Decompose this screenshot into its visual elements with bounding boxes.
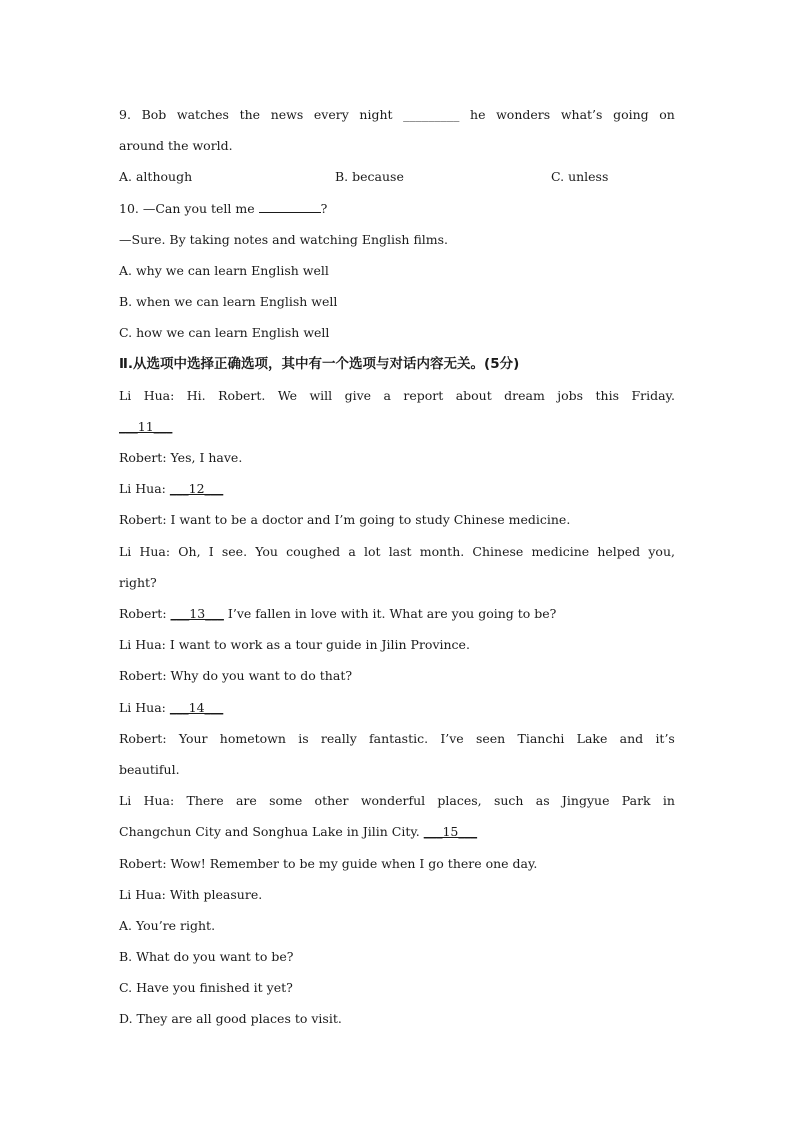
dialogue-line-7: right? [119, 574, 157, 590]
choice-a[interactable]: A. You’re right. [119, 917, 216, 933]
word: it’s [655, 730, 675, 746]
word: and [619, 730, 644, 746]
word: will [309, 387, 333, 403]
word: Tianchi [517, 730, 565, 746]
dialogue-line-6 [119, 536, 675, 567]
word: Oh, [178, 543, 201, 559]
q10-answer: —Sure. By taking notes and watching English films. [119, 231, 449, 247]
word: watches [176, 107, 229, 122]
word: helped [597, 543, 641, 559]
dialogue-line-17: Li Hua: With pleasure. [119, 886, 263, 902]
word: I’ve [440, 730, 464, 746]
dialogue-line-4 [119, 473, 675, 504]
q9-options [119, 161, 675, 192]
word: give [344, 387, 372, 403]
q10-option-b[interactable]: B. when we can learn English well [119, 294, 338, 310]
word: dream [504, 387, 545, 403]
word: 9. [119, 107, 131, 122]
word: coughed [286, 543, 341, 559]
word: Robert: [119, 730, 167, 746]
dialogue-line-11 [119, 692, 675, 723]
word: Hua: [143, 793, 175, 809]
word: every [313, 107, 349, 122]
word: other [314, 793, 349, 809]
word: Hua: [143, 387, 175, 403]
word: last [388, 543, 412, 559]
word: is [298, 730, 309, 746]
word: fantastic. [369, 730, 429, 746]
q9-option-b[interactable]: B. because [335, 169, 404, 185]
q10-option-a[interactable]: A. why we can learn English well [119, 262, 329, 278]
word: There [186, 793, 224, 809]
word: this [595, 387, 620, 403]
choice-c[interactable]: C. Have you finished it yet? [119, 980, 293, 996]
word: in [662, 793, 675, 809]
word: are [235, 793, 257, 809]
dialogue-line-13: beautiful. [119, 761, 180, 777]
word: places, [437, 793, 482, 809]
dialogue-line-14 [119, 785, 675, 816]
word: a [383, 387, 391, 403]
word: as [535, 793, 550, 809]
word: medicine [531, 543, 590, 559]
blank-13[interactable]: ___13___ [170, 606, 224, 621]
blank-12[interactable]: ___12___ [169, 481, 224, 497]
speaker-label: Robert: [119, 606, 171, 621]
word: month. [419, 543, 465, 559]
speaker-label: Li Hua: [119, 699, 170, 715]
word: such [493, 793, 524, 809]
word: Park [621, 793, 651, 809]
word: the [239, 107, 261, 122]
dialogue-line-16: Robert: Wow! Remember to be my guide when I go there one day. [119, 855, 538, 871]
q10-option-c[interactable]: C. how we can learn English well [119, 325, 330, 341]
word: We [277, 387, 298, 403]
word: Chinese [472, 543, 524, 559]
word: about [455, 387, 492, 403]
word: hometown [219, 730, 286, 746]
dialogue-line-15 [119, 816, 675, 847]
q10-answer-blank[interactable] [259, 196, 321, 213]
blank-15[interactable]: ___15___ [423, 824, 478, 840]
dialogue-line-3: Robert: Yes, I have. [119, 450, 243, 466]
word: really [320, 730, 357, 746]
dialogue-line-10: Robert: Why do you want to do that? [119, 668, 353, 684]
section-2-title: Ⅱ.从选项中选择正确选项，其中有一个选项与对话内容无关。(5分) [119, 355, 520, 372]
word: seen [475, 730, 506, 746]
q9-option-c[interactable]: C. unless [551, 169, 609, 185]
choice-b[interactable]: B. What do you want to be? [119, 949, 294, 965]
dialogue-text: Changchun City and Songhua Lake in Jilin City. [119, 824, 424, 840]
word: you, [648, 543, 675, 559]
word: what’s [560, 107, 603, 122]
dialogue-line-1 [119, 380, 675, 411]
word: Jingyue [561, 793, 610, 809]
q9-line2: around the world. [119, 138, 233, 154]
blank-11[interactable]: ___11___ [119, 418, 173, 434]
word: I [208, 543, 214, 559]
word: night [359, 107, 393, 122]
word: Bob [141, 107, 167, 122]
q10-prompt-prefix: 10. —Can you tell me [119, 200, 259, 216]
word: Li [119, 387, 132, 403]
dialogue-line-12 [119, 723, 675, 754]
word: on [659, 107, 675, 122]
word: jobs [557, 387, 584, 403]
word: Friday. [631, 387, 675, 403]
word: news [270, 107, 304, 122]
q10-prompt [119, 193, 675, 224]
word: Hua: [139, 543, 171, 559]
word: some [269, 793, 303, 809]
worksheet-page [119, 99, 675, 1035]
word: Lake [576, 730, 608, 746]
word: Li [119, 543, 132, 559]
dialogue-line-8 [119, 598, 675, 629]
word: Robert. [218, 387, 266, 403]
dialogue-line-9: Li Hua: I want to work as a tour guide in Jilin Province. [119, 637, 470, 653]
blank-14[interactable]: ___14___ [169, 699, 224, 715]
speaker-label: Li Hua: [119, 481, 170, 497]
word: Hi. [186, 387, 206, 403]
dialogue-line-5: Robert: I want to be a doctor and I’m going to study Chinese medicine. [119, 512, 571, 528]
word: see. [221, 543, 248, 559]
word: going [613, 107, 649, 122]
word: wonderful [360, 793, 426, 809]
dialogue-text: I’ve fallen in love with it. What are you going to be? [223, 606, 557, 621]
q9-line1 [119, 99, 675, 130]
word: Your [178, 730, 208, 746]
q10-prompt-suffix: ? [320, 200, 328, 216]
dialogue-line-2 [119, 411, 675, 442]
word: a [348, 543, 356, 559]
choice-d[interactable]: D. They are all good places to visit. [119, 1011, 342, 1027]
word: report [403, 387, 444, 403]
word: You [255, 543, 278, 559]
word: he [470, 107, 486, 122]
answer-blank[interactable]: _________ [403, 107, 460, 122]
word: Li [119, 793, 132, 809]
q9-option-a[interactable]: A. although [119, 169, 193, 185]
word: wonders [496, 107, 551, 122]
word: lot [363, 543, 381, 559]
